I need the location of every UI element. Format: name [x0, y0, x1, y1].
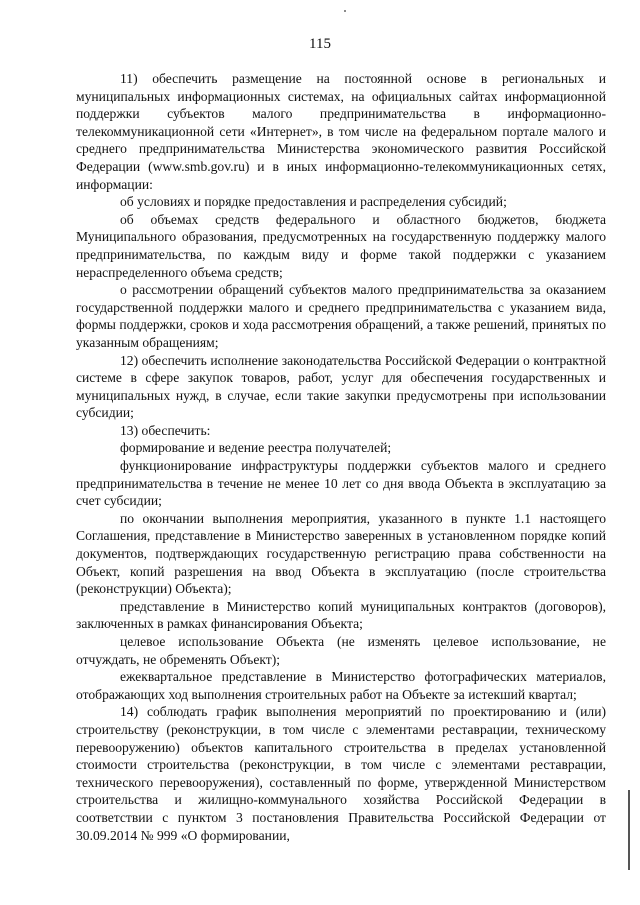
paragraph-item-13: 13) обеспечить:	[120, 422, 211, 438]
scan-dot	[344, 10, 346, 12]
paragraph-infrastructure: функционирование инфраструктуры поддержки субъектов малого и среднего предпринимательства в течение не менее 10 лет со дня ввода Объекта в эксплуатацию за счет субсидии;	[76, 458, 606, 509]
paragraph-appeals-review: о рассмотрении обращений субъектов малого предпринимательства за оказанием государственной поддержки малого и среднего предпринимательства с указанием вида, формы поддержки, сроков и хода рассмотрения обращений, а также решений, принятых по указанным обращениям;	[76, 282, 606, 350]
paragraph-contract-copies: представление в Министерство копий муниципальных контрактов (договоров), заключенных в рамках финансирования Объекта;	[76, 598, 606, 632]
paragraph-item-14: 14) соблюдать график выполнения мероприятий по проектированию и (или) строительству (реконструкции, в том числе с элементами реставрации, техническому перевооружению) объектов капитального строительства в пределах установленной стоимости строительства (реконструкции, в том числе с элементами реставрации, технического перевооружения), составленный по форме, утвержденной Министерством строительства и жилищно-коммунального хозяйства Российской Федерации в соответствии с пунктом 3 постановления Правительства Российской Федерации от 30.09.2014 № 999 «О формировании,	[76, 704, 606, 843]
paragraph-registry: формирование и ведение реестра получателей;	[120, 440, 392, 456]
paragraph-target-use: целевое использование Объекта (не изменять целевое использование, не отчуждать, не обременять Объект);	[76, 634, 606, 667]
paragraph-budget-volumes: об объемах средств федерального и областного бюджетов, бюджета Муниципального образования, предусмотренных на государственную поддержку малого предпринимательства, по каждым виду и форме такой поддержки с указанием нераспределенного объема средств;	[76, 211, 606, 280]
paragraph-item-11: 11) обеспечить размещение на постоянной основе в региональных и муниципальных информационных системах, на официальных сайтах информационной поддержки субъектов малого предпринимательства в информационно-телекоммуникационной сети «Интернет», в том числе на федеральном портале малого и среднего предпринимательства Министерства экономического развития Российской Федерации (www.smb.gov.ru) и в иных информационно-телекоммуникационных сетях, информации:	[76, 71, 606, 192]
scan-edge-mark	[628, 790, 630, 870]
page-number: 115	[309, 36, 331, 52]
paragraph-item-12: 12) обеспечить исполнение законодательства Российской Федерации о контрактной системе в сфере закупок товаров, работ, услуг для обеспечения государственных и муниципальных нужд, в случае, если такие закупки предусмотрены при использовании субсидии;	[76, 352, 606, 421]
document-body	[76, 70, 606, 844]
paragraph-subsidy-conditions: об условиях и порядке предоставления и распределения субсидий;	[120, 194, 507, 210]
paragraph-document-copies: по окончании выполнения мероприятия, указанного в пункте 1.1 настоящего Соглашения, представление в Министерство заверенных в установленном порядке копий документов, подтверждающих государственную регистрацию права собственности на Объект, копий разрешения на ввод Объекта в эксплуатацию (после строительства (реконструкции) Объекта);	[76, 510, 606, 597]
paragraph-quarterly-photos: ежеквартальное представление в Министерство фотографических материалов, отображающих ход выполнения строительных работ на Объекте за истекший квартал;	[76, 669, 606, 702]
